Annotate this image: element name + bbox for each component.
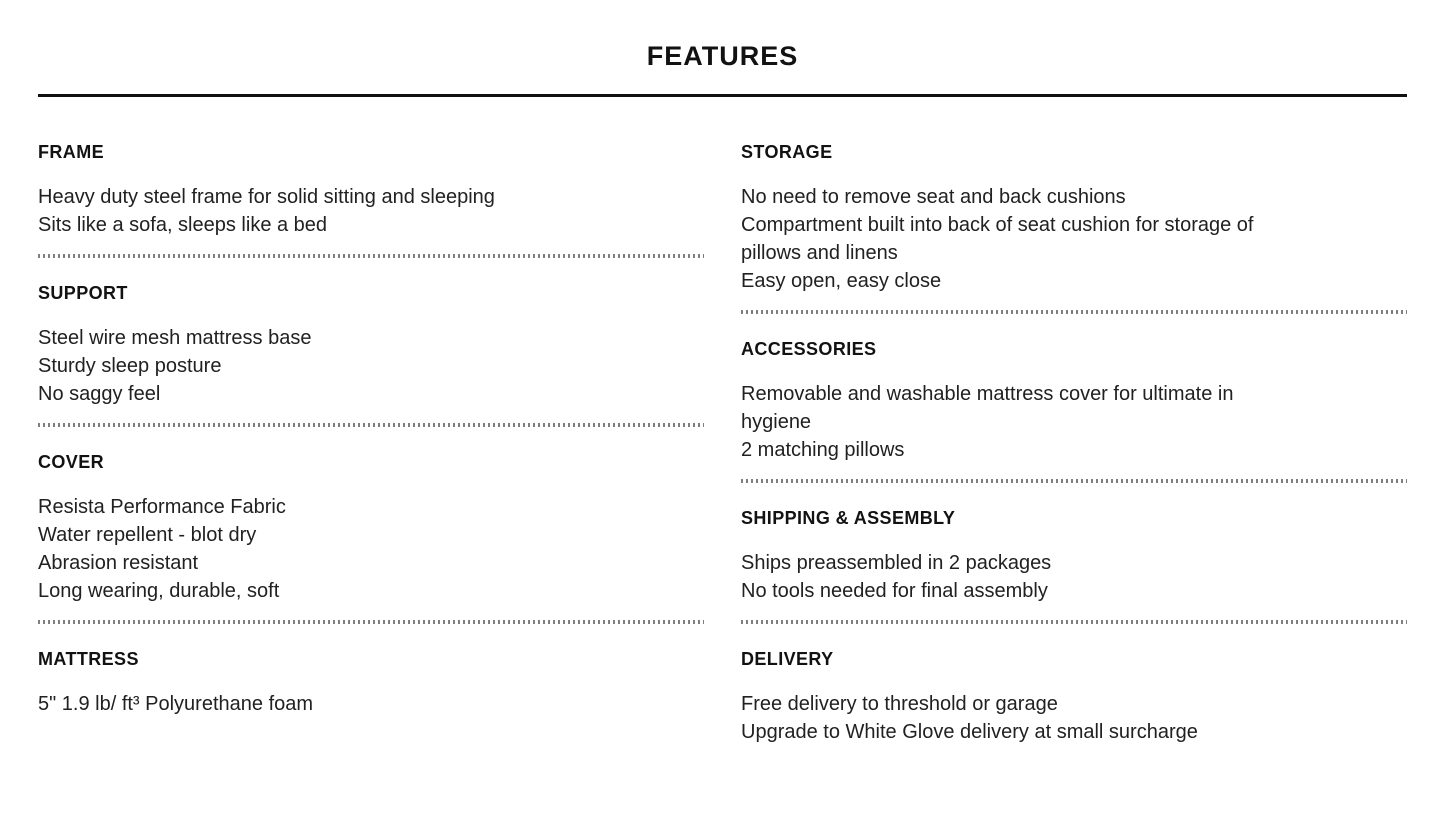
title-rule — [38, 94, 1407, 97]
section-heading-cover: COVER — [38, 452, 105, 472]
dotted-divider — [38, 423, 704, 427]
section-frame — [38, 142, 704, 239]
feature-text-line: Resista Performance Fabric — [38, 496, 286, 518]
section-support — [38, 283, 704, 408]
section-storage — [741, 142, 1407, 295]
dotted-divider — [741, 310, 1407, 314]
section-heading-mattress: MATTRESS — [38, 649, 139, 669]
features-column-right — [741, 142, 1407, 746]
features-columns — [38, 142, 1407, 746]
feature-text-line: Steel wire mesh mattress base — [38, 327, 312, 349]
section-heading-shipping-assembly: SHIPPING & ASSEMBLY — [741, 508, 956, 528]
feature-text-line: Ships preassembled in 2 packages — [741, 552, 1052, 574]
dotted-divider — [741, 620, 1407, 624]
section-mattress — [38, 649, 704, 718]
section-heading-delivery: DELIVERY — [741, 649, 834, 669]
section-delivery — [741, 649, 1407, 746]
section-heading-storage: STORAGE — [741, 142, 833, 162]
feature-text-line: hygiene — [741, 411, 812, 433]
feature-text-line: Upgrade to White Glove delivery at small surcharge — [741, 721, 1198, 743]
section-heading-frame: FRAME — [38, 142, 104, 162]
feature-text-line: Removable and washable mattress cover for ultimate in — [741, 383, 1234, 405]
section-accessories — [741, 339, 1407, 464]
dotted-divider — [38, 254, 704, 258]
dotted-divider — [38, 620, 704, 624]
feature-text-line: No need to remove seat and back cushions — [741, 186, 1126, 208]
dotted-divider — [741, 479, 1407, 483]
feature-text-line: Sturdy sleep posture — [38, 355, 222, 377]
feature-text-line: Compartment built into back of seat cushion for storage of — [741, 214, 1254, 236]
feature-text-line: Heavy duty steel frame for solid sitting and sleeping — [38, 186, 495, 208]
feature-text-line: No tools needed for final assembly — [741, 580, 1048, 602]
page-title: FEATURES — [646, 41, 799, 71]
feature-text-line: Water repellent - blot dry — [38, 524, 257, 546]
feature-text-line: pillows and linens — [741, 242, 898, 264]
section-heading-support: SUPPORT — [38, 283, 128, 303]
section-heading-accessories: ACCESSORIES — [741, 339, 877, 359]
features-column-left — [38, 142, 704, 746]
feature-text-line: Sits like a sofa, sleeps like a bed — [38, 214, 328, 236]
feature-text-line: 2 matching pillows — [741, 439, 905, 461]
section-cover — [38, 452, 704, 605]
feature-text-line: Long wearing, durable, soft — [38, 580, 280, 602]
feature-text-line: Abrasion resistant — [38, 552, 199, 574]
feature-text-line: Free delivery to threshold or garage — [741, 693, 1058, 715]
section-shipping-assembly — [741, 508, 1407, 605]
feature-text-line: Easy open, easy close — [741, 270, 942, 292]
feature-text-line: 5" 1.9 lb/ ft³ Polyurethane foam — [38, 693, 314, 715]
feature-text-line: No saggy feel — [38, 383, 161, 405]
